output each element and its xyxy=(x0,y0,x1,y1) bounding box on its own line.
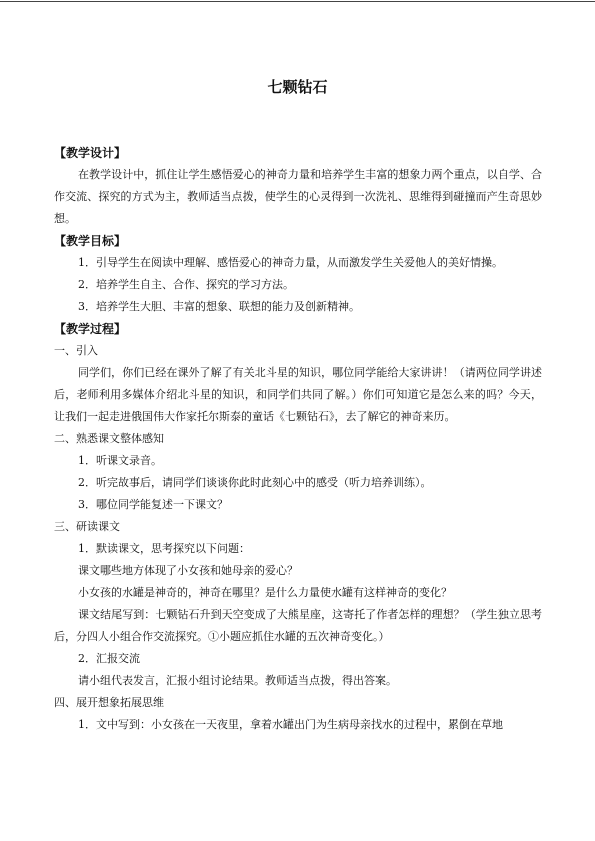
process-list-item: 3．哪位同学能复述一下课文？ xyxy=(78,498,228,511)
section-heading-design: 【教学设计】 xyxy=(54,146,127,160)
process-list-item: 2．汇报交流 xyxy=(78,652,140,665)
process-list-item: 1．文中写到：小女孩在一天夜里，拿着水罐出门为生病母亲找水的过程中，累倒在草地 xyxy=(78,718,503,731)
goal-item: 3．培养学生大胆、丰富的想象、联想的能力及创新精神。 xyxy=(78,300,360,313)
process-note: 请小组代表发言，汇报小组讨论结果。教师适当点拨，得出答案。 xyxy=(78,674,397,687)
process-part-title: 四、展开想象拓展思维 xyxy=(54,696,164,709)
section-heading-goals: 【教学目标】 xyxy=(54,234,127,248)
document-body xyxy=(54,142,542,736)
page-top-rule xyxy=(0,1,595,2)
process-list-item: 2．听完故事后，请同学们谈谈你此时此刻心中的感受（听力培养训练）。 xyxy=(78,476,432,489)
design-paragraph: 在教学设计中，抓住让学生感悟爱心的神奇力量和培养学生丰富的想象力两个重点，以自学、合作交流、探究的方式为主，教师适当点拨，使学生的心灵得到一次洗礼、思维得到碰撞而产生奇思妙想。 xyxy=(54,168,542,225)
section-heading-process: 【教学过程】 xyxy=(54,322,127,336)
process-list-item: 1．默读课文，思考探究以下问题： xyxy=(78,542,250,555)
goal-item: 1．引导学生在阅读中理解、感悟爱心的神奇力量，从而激发学生关爱他人的美好情操。 xyxy=(78,256,503,269)
process-part-title: 一、引入 xyxy=(54,344,98,357)
process-question-paragraph: 课文结尾写到：七颗钻石升到天空变成了大熊星座，这寄托了作者怎样的理想？（学生独立思考后，分四人小组合作交流探究。①小题应抓住水罐的五次神奇变化。） xyxy=(54,608,542,643)
process-question: 课文哪些地方体现了小女孩和她母亲的爱心？ xyxy=(78,564,298,577)
goal-item: 2．培养学生自主、合作、探究的学习方法。 xyxy=(78,278,294,291)
intro-paragraph: 同学们，你们已经在课外了解了有关北斗星的知识，哪位同学能给大家讲讲！（请两位同学讲述后，老师利用多媒体介绍北斗星的知识，和同学们共同了解。）你们可知道它是怎么来的吗？今天，让我们一起走进俄国伟大作家托尔斯泰的童话《七颗钻石》，去了解它的神奇来历。 xyxy=(54,366,542,423)
process-part-title: 二、熟悉课文整体感知 xyxy=(54,432,164,445)
process-part-title: 三、研读课文 xyxy=(54,520,120,533)
process-list-item: 1．听课文录音。 xyxy=(78,454,162,467)
process-question: 小女孩的水罐是神奇的，神奇在哪里？是什么力量使水罐有这样神奇的变化？ xyxy=(78,586,452,599)
document-title: 七颗钻石 xyxy=(267,78,328,96)
